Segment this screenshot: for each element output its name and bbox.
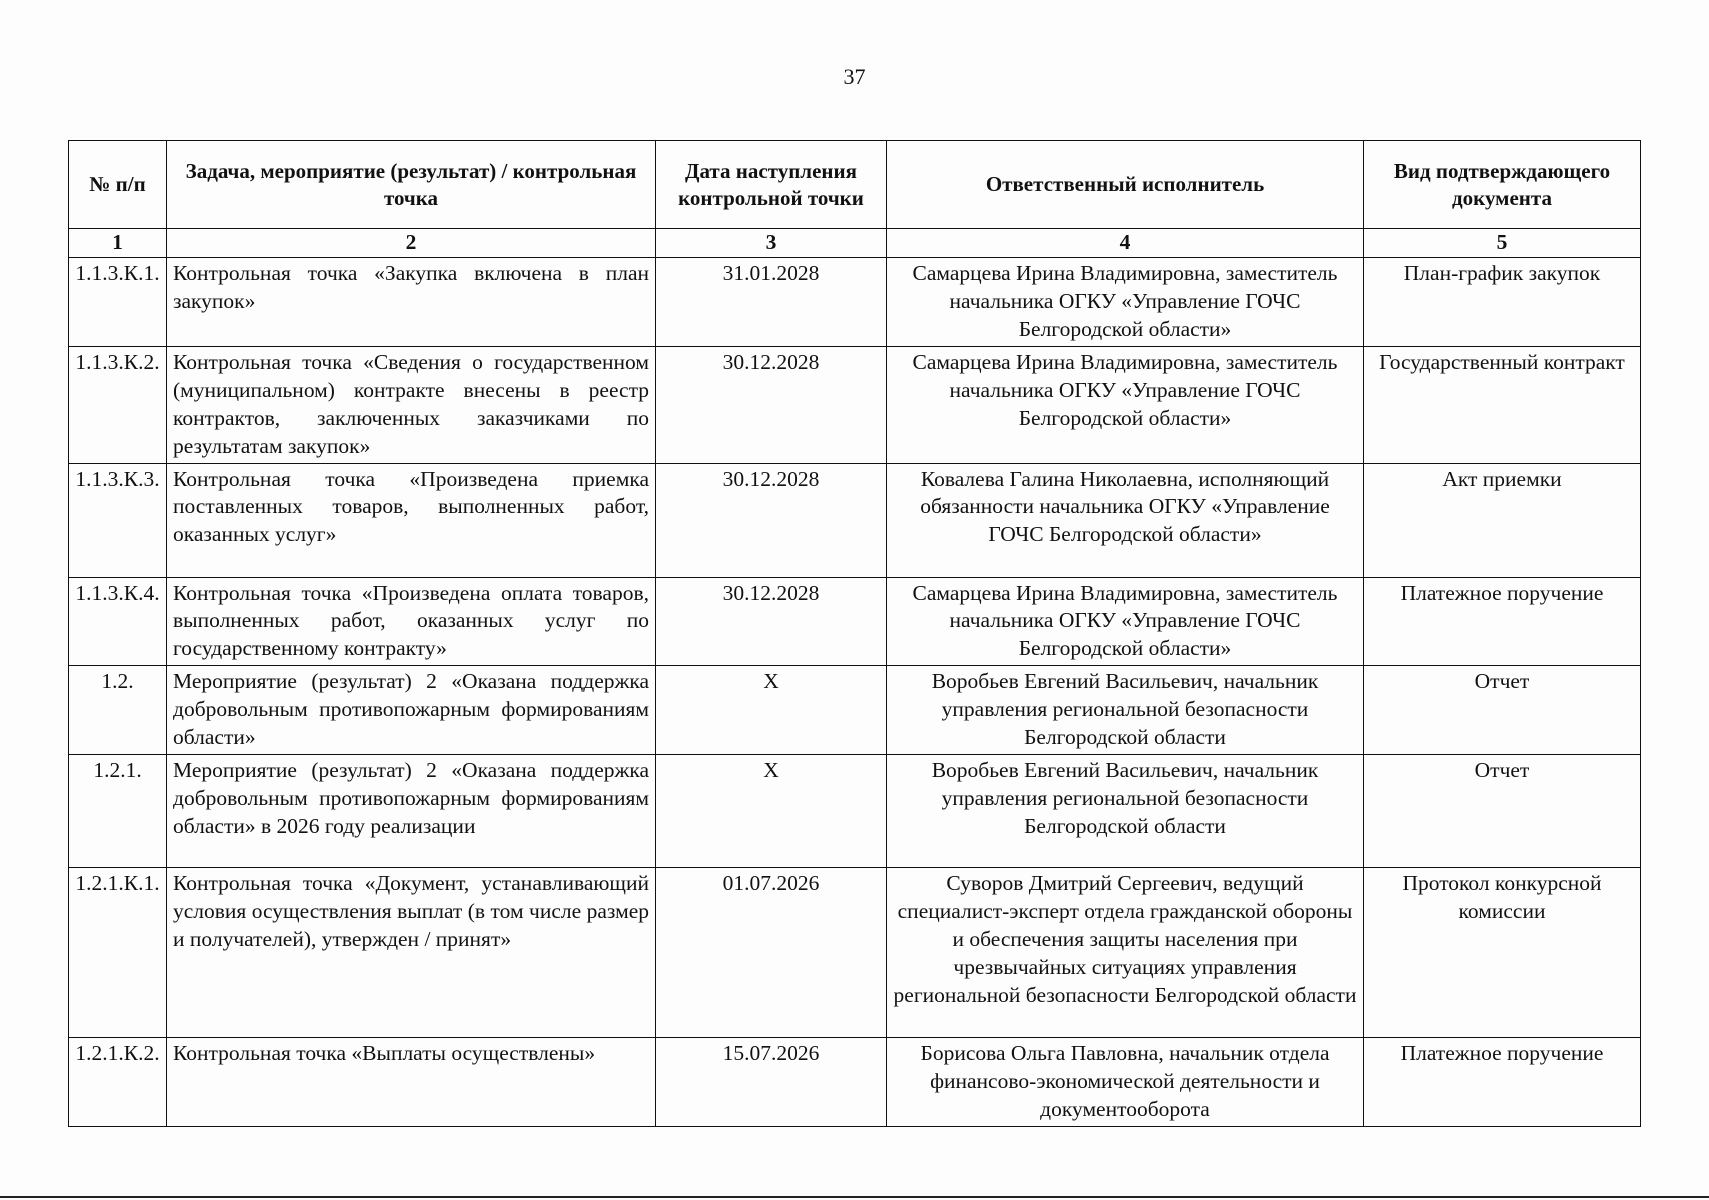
responsible-cell: Самарцева Ирина Владимировна, заместитель начальника ОГКУ «Управление ГОЧС Белгородской области» xyxy=(887,577,1364,666)
table-row xyxy=(69,463,1641,577)
table-row xyxy=(69,755,1641,868)
task-cell: Мероприятие (результат) 2 «Оказана поддержка добровольным противопожарным формированиям области» в 2026 году реализации xyxy=(167,755,656,868)
column-number: 3 xyxy=(656,229,887,258)
task-cell: Контрольная точка «Закупка включена в план закупок» xyxy=(167,257,656,346)
document-cell: Отчет xyxy=(1364,755,1641,868)
row-number: 1.1.3.К.3. xyxy=(69,463,167,577)
task-cell: Контрольная точка «Выплаты осуществлены» xyxy=(167,1038,656,1127)
row-number: 1.2.1.К.2. xyxy=(69,1038,167,1127)
date-cell: 30.12.2028 xyxy=(656,463,887,577)
document-cell: Платежное поручение xyxy=(1364,1038,1641,1127)
row-number: 1.1.3.К.4. xyxy=(69,577,167,666)
row-number: 1.2.1.К.1. xyxy=(69,868,167,1038)
table-row xyxy=(69,868,1641,1038)
document-cell: Отчет xyxy=(1364,666,1641,755)
table-row xyxy=(69,1038,1641,1127)
date-cell: 30.12.2028 xyxy=(656,346,887,463)
document-cell: Акт приемки xyxy=(1364,463,1641,577)
row-number: 1.1.3.К.2. xyxy=(69,346,167,463)
document-cell: Платежное поручение xyxy=(1364,577,1641,666)
date-cell: Х xyxy=(656,666,887,755)
column-numbers-row xyxy=(69,229,1641,258)
table-row xyxy=(69,346,1641,463)
responsible-cell: Воробьев Евгений Васильевич, начальник управления региональной безопасности Белгородской области xyxy=(887,755,1364,868)
table-header-row xyxy=(69,141,1641,229)
column-number: 5 xyxy=(1364,229,1641,258)
task-cell: Контрольная точка «Произведена оплата товаров, выполненных работ, оказанных услуг по государственному контракту» xyxy=(167,577,656,666)
column-number: 4 xyxy=(887,229,1364,258)
column-number: 1 xyxy=(69,229,167,258)
date-cell: 15.07.2026 xyxy=(656,1038,887,1127)
table-row xyxy=(69,666,1641,755)
task-cell: Контрольная точка «Произведена приемка поставленных товаров, выполненных работ, оказанных услуг» xyxy=(167,463,656,577)
date-cell: 30.12.2028 xyxy=(656,577,887,666)
page-number: 37 xyxy=(843,64,866,89)
date-cell: 01.07.2026 xyxy=(656,868,887,1038)
responsible-cell: Воробьев Евгений Васильевич, начальник управления региональной безопасности Белгородской области xyxy=(887,666,1364,755)
header-number: № п/п xyxy=(69,141,167,229)
header-date: Дата наступления контрольной точки xyxy=(656,141,887,229)
scan-edge-line xyxy=(0,1196,1709,1198)
row-number: 1.1.3.К.1. xyxy=(69,257,167,346)
row-number: 1.2. xyxy=(69,666,167,755)
table-row xyxy=(69,257,1641,346)
task-cell: Контрольная точка «Документ, устанавливающий условия осуществления выплат (в том числе размер и получателей), утвержден / принят» xyxy=(167,868,656,1038)
header-document: Вид подтверждающего документа xyxy=(1364,141,1641,229)
responsible-cell: Суворов Дмитрий Сергеевич, ведущий специалист-эксперт отдела гражданской обороны и обеспечения защиты населения при чрезвычайных ситуациях управления региональной безопасности Белгородской области xyxy=(887,868,1364,1038)
responsible-cell: Самарцева Ирина Владимировна, заместитель начальника ОГКУ «Управление ГОЧС Белгородской области» xyxy=(887,257,1364,346)
control-points-table xyxy=(68,140,1641,1127)
responsible-cell: Ковалева Галина Николаевна, исполняющий обязанности начальника ОГКУ «Управление ГОЧС Белгородской области» xyxy=(887,463,1364,577)
document-cell: План-график закупок xyxy=(1364,257,1641,346)
header-responsible: Ответственный исполнитель xyxy=(887,141,1364,229)
date-cell: Х xyxy=(656,755,887,868)
task-cell: Мероприятие (результат) 2 «Оказана поддержка добровольным противопожарным формированиям области» xyxy=(167,666,656,755)
column-number: 2 xyxy=(167,229,656,258)
responsible-cell: Борисова Ольга Павловна, начальник отдела финансово-экономической деятельности и документооборота xyxy=(887,1038,1364,1127)
task-cell: Контрольная точка «Сведения о государственном (муниципальном) контракте внесены в реестр контрактов, заключенных заказчиками по результатам закупок» xyxy=(167,346,656,463)
document-cell: Протокол конкурсной комиссии xyxy=(1364,868,1641,1038)
date-cell: 31.01.2028 xyxy=(656,257,887,346)
row-number: 1.2.1. xyxy=(69,755,167,868)
table-row xyxy=(69,577,1641,666)
document-cell: Государственный контракт xyxy=(1364,346,1641,463)
header-task: Задача, мероприятие (результат) / контрольная точка xyxy=(167,141,656,229)
responsible-cell: Самарцева Ирина Владимировна, заместитель начальника ОГКУ «Управление ГОЧС Белгородской области» xyxy=(887,346,1364,463)
